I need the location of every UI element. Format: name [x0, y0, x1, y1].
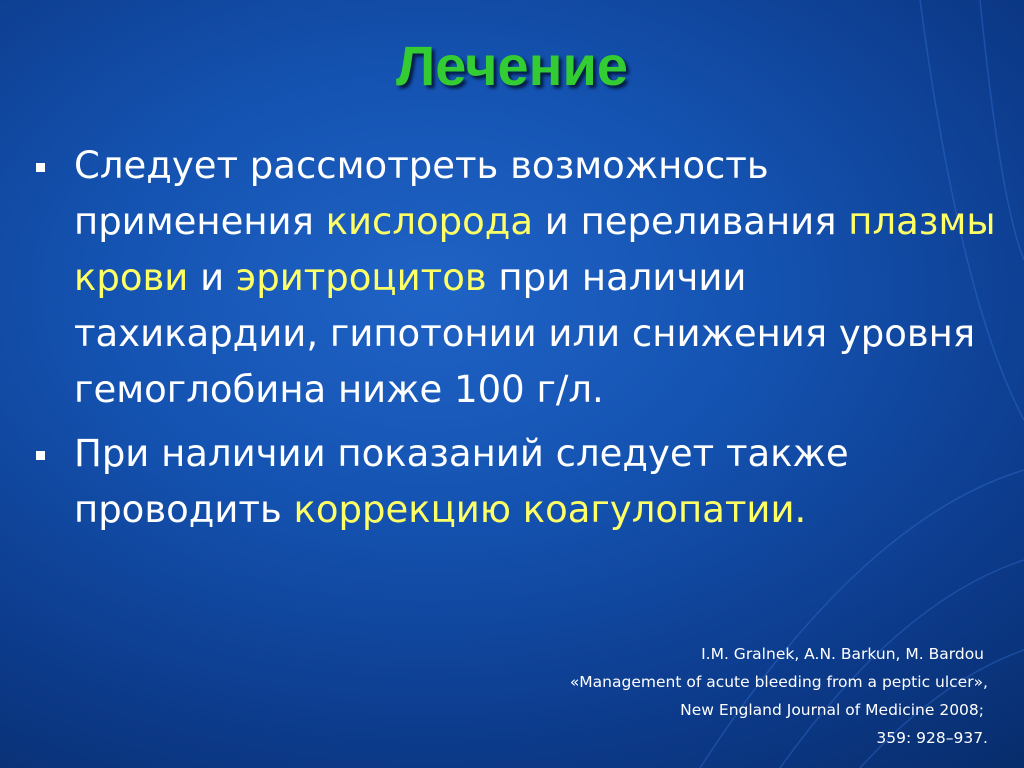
bullet-text: Следует рассмотреть возможность применения — [74, 144, 769, 243]
bullet-text: При наличии показаний следует также проводить — [74, 432, 849, 531]
highlight-plasma: плазмы крови — [74, 200, 996, 299]
bullet-item-treatment — [32, 138, 1002, 418]
square-bullet-icon — [36, 451, 45, 460]
slide-title: Лечение — [395, 34, 629, 97]
citation-authors: I.M. Gralnek, A.N. Barkun, M. Bardou — [701, 645, 984, 663]
highlight-oxygen: кислорода — [325, 200, 534, 243]
citation-journal: New England Journal of Medicine 2008; — [680, 701, 984, 719]
citation-pages: 359: 928–937. — [876, 729, 988, 747]
highlight-erythrocytes: эритроцитов — [235, 256, 487, 299]
square-bullet-icon — [36, 163, 45, 172]
bullet-text: при наличии тахикардии, гипотонии или снижения уровня гемоглобина ниже 100 г/л. — [74, 256, 976, 411]
bullet-text: и — [188, 256, 236, 299]
highlight-coagulopathy: коррекцию коагулопатии. — [293, 488, 807, 531]
bullet-text: и переливания — [533, 200, 849, 243]
citation-title: «Management of acute bleeding from a peptic ulcer», — [569, 673, 988, 691]
citation — [388, 640, 988, 752]
bullet-item-coagulopathy — [32, 426, 1002, 538]
bullet-list — [32, 138, 1002, 546]
